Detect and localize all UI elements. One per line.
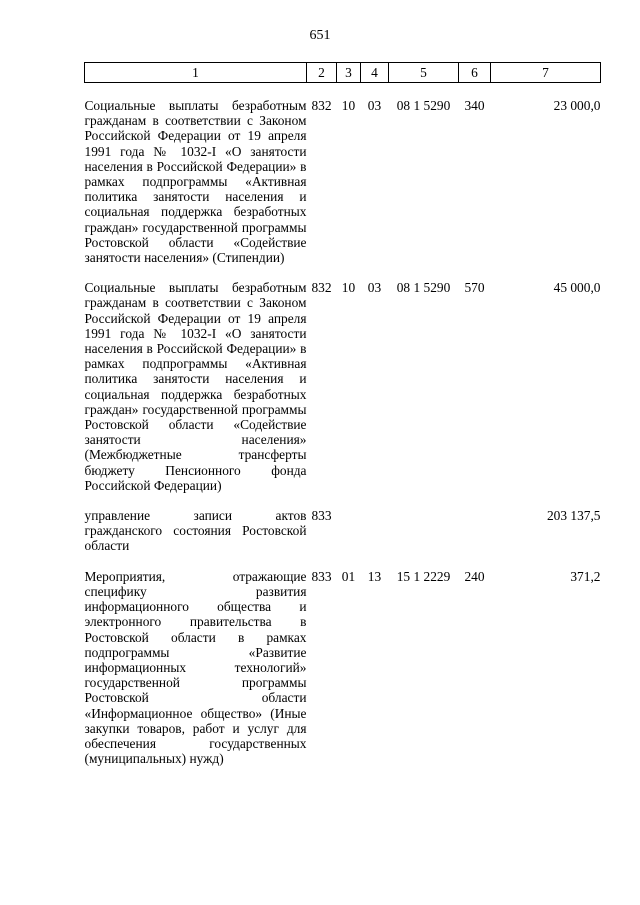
row-amount: 371,2 — [570, 568, 601, 584]
row-expense-type: 570 — [464, 280, 485, 296]
header-col-1: 1 — [85, 63, 307, 83]
row-description: управление записи актов гражданского состояния Ростовской области — [84, 508, 307, 554]
row-subsection-code — [361, 508, 389, 554]
header-col-4: 4 — [361, 63, 389, 83]
row-ministry-code: 833 — [311, 568, 332, 584]
row-target-article: 15 1 2229 — [396, 568, 451, 584]
row-section-code: 10 — [341, 98, 356, 113]
row-gap — [85, 265, 601, 280]
row-section-code: 01 — [341, 568, 356, 584]
row-description: Социальные выплаты безработным гражданам в соответствии с Законом Российской Федерации от 19 апреля 1991 года № 1032-I «О занятости населения в Российской Федерации» в рамках подпрограммы «Активная политика занятости населения и социальная поддержка безработных граждан» государственной программы Ростовской области «Содействие занятости населения» (Межбюджетные трансферты бюджету Пенсионного фонда Российской Федерации) — [84, 280, 307, 493]
budget-table — [84, 62, 601, 766]
row-amount: 45 000,0 — [553, 280, 601, 296]
header-col-5: 5 — [389, 63, 459, 83]
row-amount: 203 137,5 — [546, 508, 601, 524]
table-row — [85, 569, 601, 767]
header-col-2: 2 — [307, 63, 337, 83]
row-target-article: 08 1 5290 — [396, 280, 451, 296]
row-expense-type — [459, 508, 491, 554]
row-description: Мероприятия, отражающие специфику развития информационного общества и электронного правительства в Ростовской области в рамках подпрограммы «Развитие информационных технологий» государственной программы Ростовской области «Информационное общество» (Иные закупки товаров, работ и услуг для обеспечения государственных (муниципальных) нужд) — [84, 568, 307, 767]
row-subsection-code: 03 — [367, 280, 382, 296]
row-ministry-code: 832 — [311, 280, 332, 296]
row-ministry-code: 832 — [311, 98, 332, 113]
row-target-article — [389, 508, 459, 554]
row-subsection-code: 03 — [367, 98, 382, 113]
row-section-code: 10 — [341, 280, 356, 296]
row-gap — [85, 554, 601, 569]
table-row — [85, 508, 601, 554]
row-ministry-code: 833 — [311, 508, 332, 524]
page-number: 651 — [309, 28, 331, 43]
header-gap — [85, 83, 601, 99]
row-subsection-code: 13 — [367, 568, 382, 584]
header-col-7: 7 — [491, 63, 601, 83]
row-target-article: 08 1 5290 — [396, 98, 451, 113]
table-row — [85, 280, 601, 493]
row-section-code — [337, 508, 361, 554]
row-expense-type: 240 — [464, 568, 485, 584]
row-amount: 23 000,0 — [553, 98, 601, 113]
row-gap — [85, 493, 601, 508]
header-row — [85, 63, 601, 83]
row-description: Социальные выплаты безработным гражданам в соответствии с Законом Российской Федерации от 19 апреля 1991 года № 1032-I «О занятости населения в Российской Федерации» в рамках подпрограммы «Активная политика занятости населения и социальная поддержка безработных граждан» государственной программы Ростовской области «Содействие занятости населения» (Стипендии) — [84, 98, 307, 266]
header-col-3: 3 — [337, 63, 361, 83]
header-col-6: 6 — [459, 63, 491, 83]
table-row — [85, 98, 601, 265]
row-expense-type: 340 — [464, 98, 485, 113]
